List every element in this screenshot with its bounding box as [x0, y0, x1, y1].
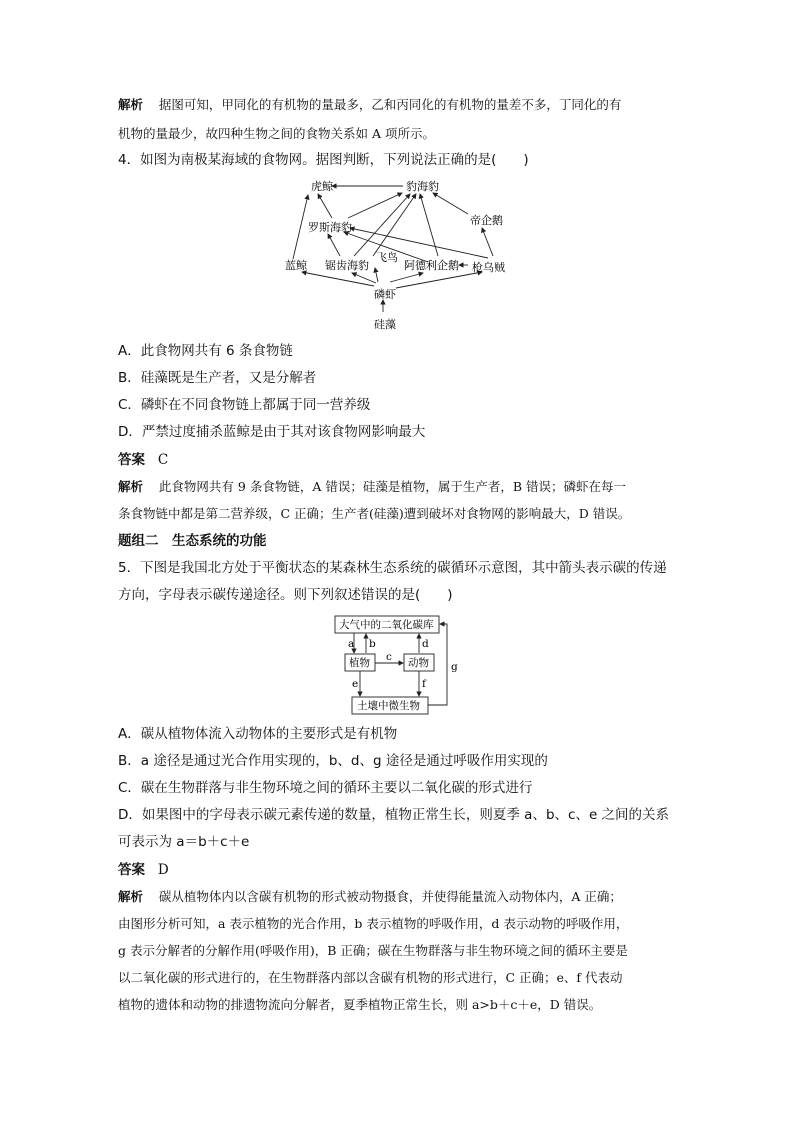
node-qiangwuzei: 枪乌贼: [472, 261, 505, 274]
node-linxia: 磷虾: [374, 288, 396, 301]
q4-option-c: C．磷虾在不同食物链上都属于同一营养级: [118, 397, 371, 413]
q5-option-d: D．如果图中的字母表示碳元素传递的数量，植物正常生长，则夏季 a、b、c、e 之间的关系: [118, 807, 670, 823]
q5-stem-line-2: 方向，字母表示碳传递途径。则下列叙述错误的是( ): [118, 587, 453, 603]
label-e: e: [352, 678, 359, 690]
answer-value: D: [157, 862, 169, 878]
analysis-text: 此食物网共有 9 条食物链，A 错误；硅藻是植物，属于生产者，B 错误；磷虾在每一: [158, 479, 626, 494]
q5-analysis-line-3: g 表示分解者的分解作用(呼吸作用)，B 正确；碳在生物群落与非生物环境之间的循环主要是: [118, 943, 628, 958]
co2-label: 大气中的二氧化碳库: [339, 619, 434, 631]
answer-label: 答案: [118, 452, 145, 468]
q5-analysis-line-1: [118, 887, 622, 907]
q5-analysis-line-5: 植物的遗体和动物的排遗物流向分解者，夏季植物正常生长，则 a>b＋c＋e，D 错误。: [118, 997, 602, 1012]
analysis-label: 解析: [118, 479, 144, 494]
microbe-label: 土壤中微生物: [357, 700, 420, 712]
analysis-label: 解析: [118, 889, 144, 904]
node-diqie: 帝企鹅: [470, 214, 503, 227]
q4-analysis-line-1: [118, 477, 626, 497]
q5-stem-line-1: 5．下图是我国北方处于平衡状态的某森林生态系统的碳循环示意图，其中箭头表示碳的传递: [118, 560, 667, 576]
q5-option-d-cont: 可表示为 a＝b＋c＋e: [118, 834, 250, 850]
analysis-text: 据图可知，甲同化的有机物的量最多，乙和丙同化的有机物的量差不多，丁同化的有: [158, 97, 622, 112]
label-d: d: [422, 638, 429, 650]
node-adeliqie: 阿德利企鹅: [404, 259, 459, 272]
node-baohaibao: 豹海豹: [406, 180, 439, 193]
label-g: g: [451, 661, 458, 673]
label-c: c: [386, 651, 392, 663]
node-feiniao: 飞鸟: [376, 251, 398, 264]
analysis-text: 碳从植物体内以含碳有机物的形式被动物摄食，并使得能量流入动物体内，A 正确；: [158, 889, 622, 904]
q4-option-b: B．硅藻既是生产者，又是分解者: [118, 370, 317, 386]
q4-option-a: A．此食物网共有 6 条食物链: [118, 343, 293, 359]
q4-analysis-line-2: 条食物链中都是第二营养级，C 正确；生产者(硅藻)遭到破坏对食物网的影响最大，D 错误。: [118, 506, 631, 521]
node-luosihaibao: 罗斯海豹: [308, 221, 352, 234]
prev-analysis-line-1: [118, 95, 621, 115]
answer-label: 答案: [118, 862, 145, 878]
q4-answer: [118, 450, 168, 470]
plant-label: 植物: [349, 657, 370, 669]
node-guizao: 硅藻: [374, 318, 396, 331]
q5-option-c: C．碳在生物群落与非生物环境之间的循环主要以二氧化碳的形式进行: [118, 780, 533, 796]
food-web-diagram: [270, 172, 530, 337]
node-lanjing: 蓝鲸: [285, 259, 307, 272]
node-hujing: 虎鲸: [311, 180, 333, 193]
q5-answer: [118, 860, 169, 880]
node-juchihaibao: 锯齿海豹: [325, 259, 369, 272]
analysis-label: 解析: [118, 97, 144, 112]
label-a: a: [348, 638, 355, 650]
prev-analysis-line-2: 机物的量最少，故四种生物之间的食物关系如 A 项所示。: [118, 126, 435, 141]
q5-analysis-line-2: 由图形分析可知，a 表示植物的光合作用，b 表示植物的呼吸作用，d 表示动物的呼吸作用，: [118, 916, 629, 931]
carbon-cycle-diagram: [330, 612, 470, 718]
q4-option-d: D．严禁过度捕杀蓝鲸是由于其对该食物网影响最大: [118, 424, 426, 440]
q4-stem: 4．如图为南极某海域的食物网。据图判断，下列说法正确的是( ): [118, 152, 529, 168]
q5-option-a: A．碳从植物体流入动物体的主要形式是有机物: [118, 726, 398, 742]
label-f: f: [422, 678, 426, 690]
answer-value: C: [157, 452, 169, 468]
label-b: b: [369, 638, 376, 650]
animal-label: 动物: [408, 657, 429, 669]
section-title: 题组二 生态系统的功能: [118, 533, 267, 549]
q5-analysis-line-4: 以二氧化碳的形式进行的，在生物群落内部以含碳有机物的形式进行，C 正确；e、f 代表动: [118, 970, 623, 985]
q5-option-b: B．a 途径是通过光合作用实现的，b、d、g 途径是通过呼吸作用实现的: [118, 753, 548, 769]
